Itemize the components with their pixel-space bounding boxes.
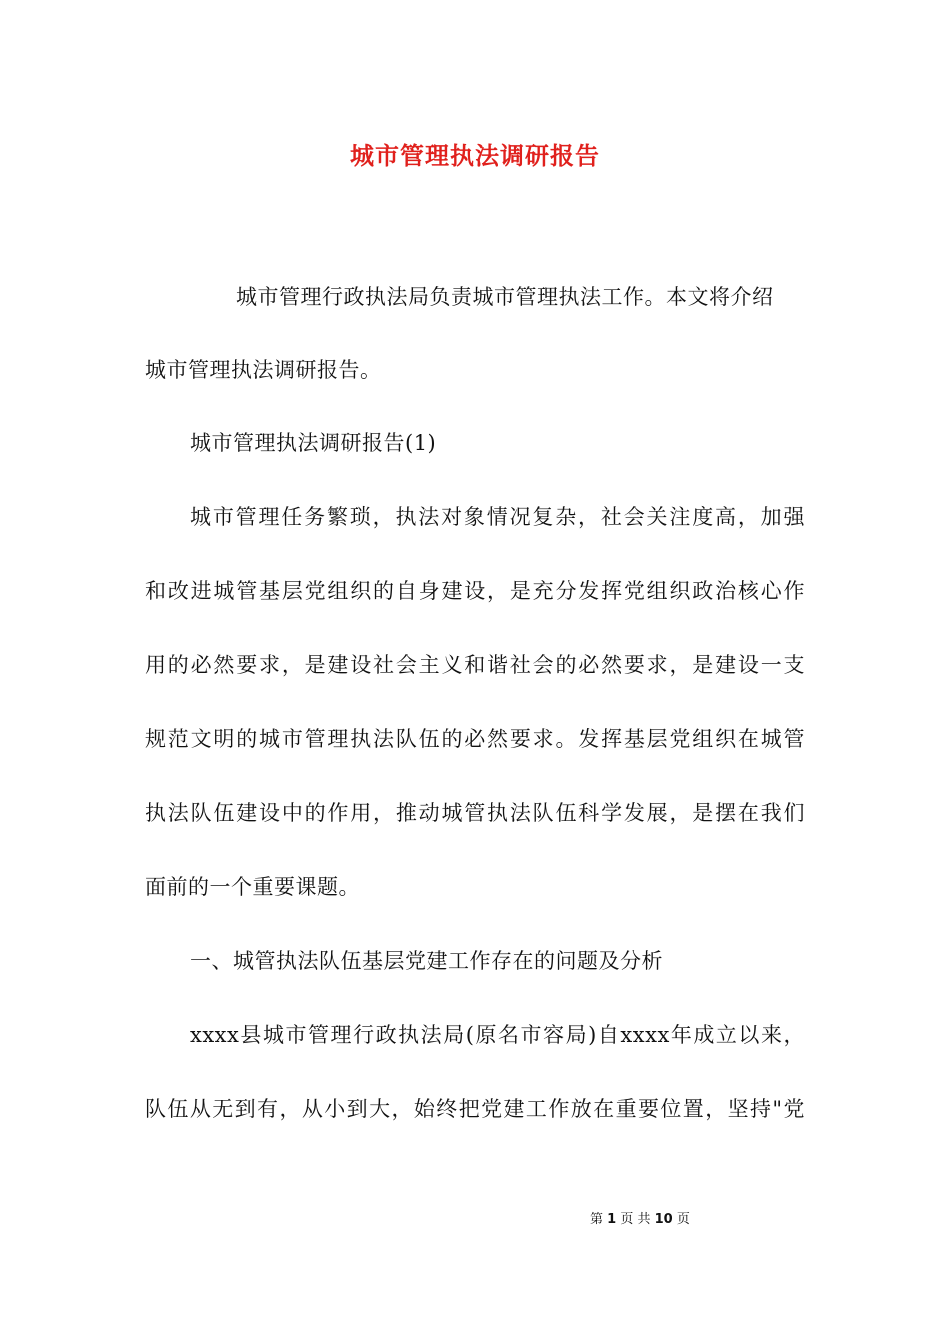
text-line: 城市管理行政执法局负责城市管理执法工作。本文将介绍 xyxy=(236,285,774,309)
page-total: 10 xyxy=(654,1212,673,1227)
footer-mid: 页 共 xyxy=(620,1212,651,1227)
text-line: 队伍从无到有，从小到大，始终把党建工作放在重要位置，坚持"党 xyxy=(145,1097,805,1121)
text-line: 城市管理执法调研报告。 xyxy=(145,358,382,382)
text-line: 和改进城管基层党组织的自身建设，是充分发挥党组织政治核心作 xyxy=(145,579,805,603)
page-footer xyxy=(590,1208,690,1227)
section-heading: 一、城管执法队伍基层党建工作存在的问题及分析 xyxy=(190,949,663,973)
text-line: 规范文明的城市管理执法队伍的必然要求。发挥基层党组织在城管 xyxy=(145,727,805,751)
text-line: xxxx县城市管理行政执法局(原名市容局)自xxxx年成立以来， xyxy=(190,1023,805,1047)
footer-prefix: 第 xyxy=(590,1212,604,1227)
footer-suffix: 页 xyxy=(676,1212,690,1227)
page-number: 1 xyxy=(607,1212,617,1227)
text-line: 执法队伍建设中的作用，推动城管执法队伍科学发展，是摆在我们 xyxy=(145,801,805,825)
text-line: 用的必然要求，是建设社会主义和谐社会的必然要求，是建设一支 xyxy=(145,653,805,677)
document-title: 城市管理执法调研报告 xyxy=(350,141,600,170)
section-heading: 城市管理执法调研报告(1) xyxy=(190,431,437,455)
text-line: 城市管理任务繁琐，执法对象情况复杂，社会关注度高，加强 xyxy=(190,505,805,529)
text-line: 面前的一个重要课题。 xyxy=(145,875,360,899)
